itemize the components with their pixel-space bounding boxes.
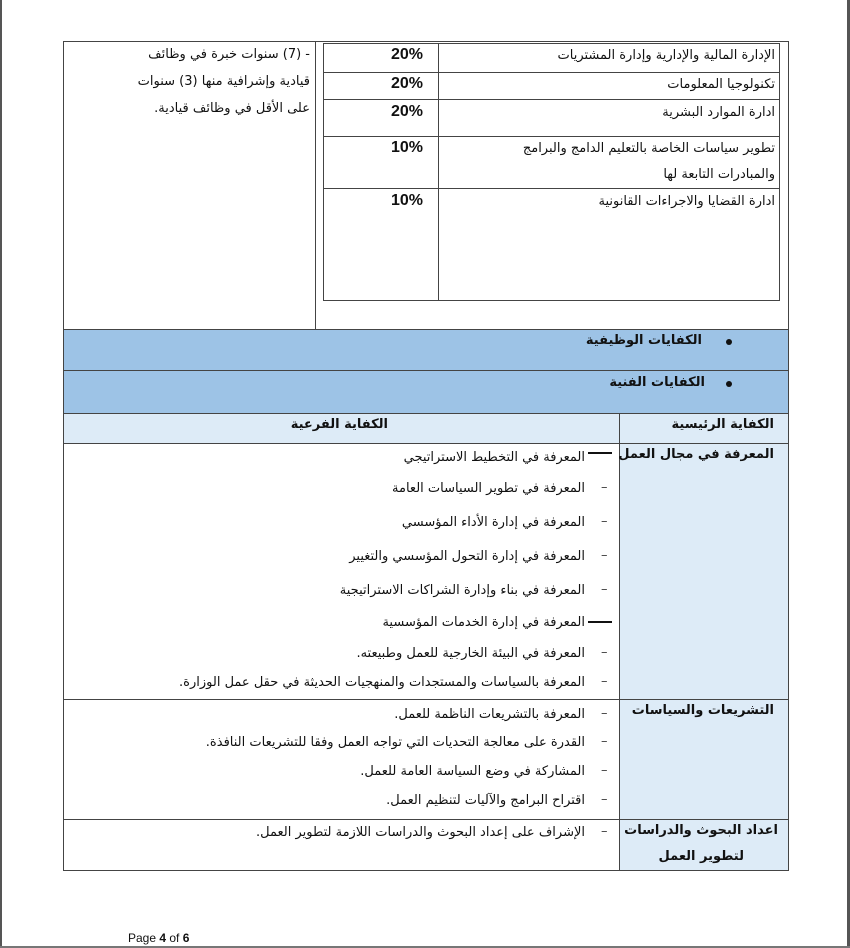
- sub-item-1-5: المعرفة في بناء وإدارة الشراكات الاستراتيجية: [339, 583, 585, 598]
- weight-area-5: ادارة القضايا والاجراءات القانونية: [598, 194, 775, 209]
- sub-item-2-1: المعرفة بالتشريعات الناظمة للعمل.: [394, 707, 585, 722]
- weights-row-line: [323, 99, 780, 100]
- group-row-line: [63, 699, 789, 700]
- header-main: الكفاية الرئيسية: [671, 417, 774, 432]
- bullet-functional: [726, 339, 732, 345]
- dash: –: [601, 734, 608, 749]
- dash-long: [588, 621, 612, 623]
- weights-col-divider: [438, 43, 439, 301]
- requirements-divider: [315, 41, 316, 330]
- page-edge-left: [0, 0, 2, 948]
- weights-row-line: [323, 136, 780, 137]
- sub-item-1-3: المعرفة في إدارة الأداء المؤسسي: [401, 515, 585, 530]
- weight-pct-2: 20%: [391, 75, 424, 92]
- experience-line-2: قيادية وإشرافية منها (3) سنوات: [137, 74, 310, 89]
- sub-item-2-3: المشاركة في وضع السياسة العامة للعمل.: [360, 764, 585, 779]
- header-sub: الكفاية الفرعية: [290, 417, 388, 432]
- weight-area-2: تكنولوجيا المعلومات: [667, 77, 775, 92]
- group-main-3: اعداد البحوث والدراسات: [624, 823, 778, 838]
- dash-long: [588, 452, 612, 454]
- weight-area-1: الإدارة المالية والإدارية وإدارة المشتريات: [557, 48, 775, 63]
- footer-sep: of: [166, 931, 183, 945]
- sub-item-1-7: المعرفة في البيئة الخارجية للعمل وطبيعته.: [356, 646, 585, 661]
- page-footer: [128, 931, 189, 945]
- sub-item-1-4: المعرفة في إدارة التحول المؤسسي والتغيير: [349, 549, 585, 564]
- sub-item-2-2: القدرة على معالجة التحديات التي تواجه العمل وفقا للتشريعات النافذة.: [205, 735, 585, 750]
- weight-pct-5: 10%: [391, 192, 424, 209]
- group-row-line: [63, 819, 789, 820]
- dash: –: [601, 548, 608, 563]
- weight-pct-1: 20%: [391, 46, 424, 63]
- sub-item-1-6: المعرفة في إدارة الخدمات المؤسسية: [382, 615, 585, 630]
- weights-row-line: [323, 188, 780, 189]
- experience-line-3: على الأقل في وظائف قيادية.: [154, 101, 310, 116]
- dash: –: [601, 824, 608, 839]
- footer-prefix: Page: [128, 931, 160, 945]
- main-column-shade: [620, 444, 788, 870]
- footer-total-pages: 6: [182, 931, 190, 945]
- weight-area-4: تطوير سياسات الخاصة بالتعليم الدامج والبرامج: [522, 141, 775, 156]
- sub-item-1-8: المعرفة بالسياسات والمستجدات والمنهجيات الحديثة في حقل عمل الوزارة.: [179, 675, 585, 690]
- dash: –: [601, 674, 608, 689]
- weight-pct-3: 20%: [391, 103, 424, 120]
- dash: –: [601, 514, 608, 529]
- weight-pct-4: 10%: [391, 139, 424, 156]
- group-main-1: المعرفة في مجال العمل: [618, 447, 774, 462]
- dash: –: [601, 480, 608, 495]
- dash: –: [601, 582, 608, 597]
- dash: –: [601, 763, 608, 778]
- dash: –: [601, 792, 608, 807]
- experience-line-1: - (7) سنوات خبرة في وظائف: [148, 47, 310, 62]
- sub-item-1-2: المعرفة في تطوير السياسات العامة: [392, 481, 585, 496]
- bullet-technical: [726, 381, 732, 387]
- weight-area-3: ادارة الموارد البشرية: [662, 105, 775, 120]
- group-main-2: التشريعات والسياسات: [631, 703, 774, 718]
- section-technical-title: الكفايات الفنية: [609, 375, 705, 390]
- competency-col-divider: [619, 414, 620, 443]
- weight-area-4b: والمبادرات التابعة لها: [663, 167, 775, 182]
- dash: –: [601, 645, 608, 660]
- group-main-3b: لتطوير العمل: [658, 849, 744, 864]
- dash: –: [601, 706, 608, 721]
- footer-current-page: 4: [159, 931, 167, 945]
- sub-item-1-1: المعرفة في التخطيط الاستراتيجي: [403, 450, 585, 465]
- weights-row-line: [323, 72, 780, 73]
- sub-item-2-4: اقتراح البرامج والآليات لتنظيم العمل.: [386, 793, 585, 808]
- section-functional-title: الكفايات الوظيفية: [585, 333, 702, 348]
- sub-item-3-1: الإشراف على إعداد البحوث والدراسات اللازمة لتطوير العمل.: [255, 825, 585, 840]
